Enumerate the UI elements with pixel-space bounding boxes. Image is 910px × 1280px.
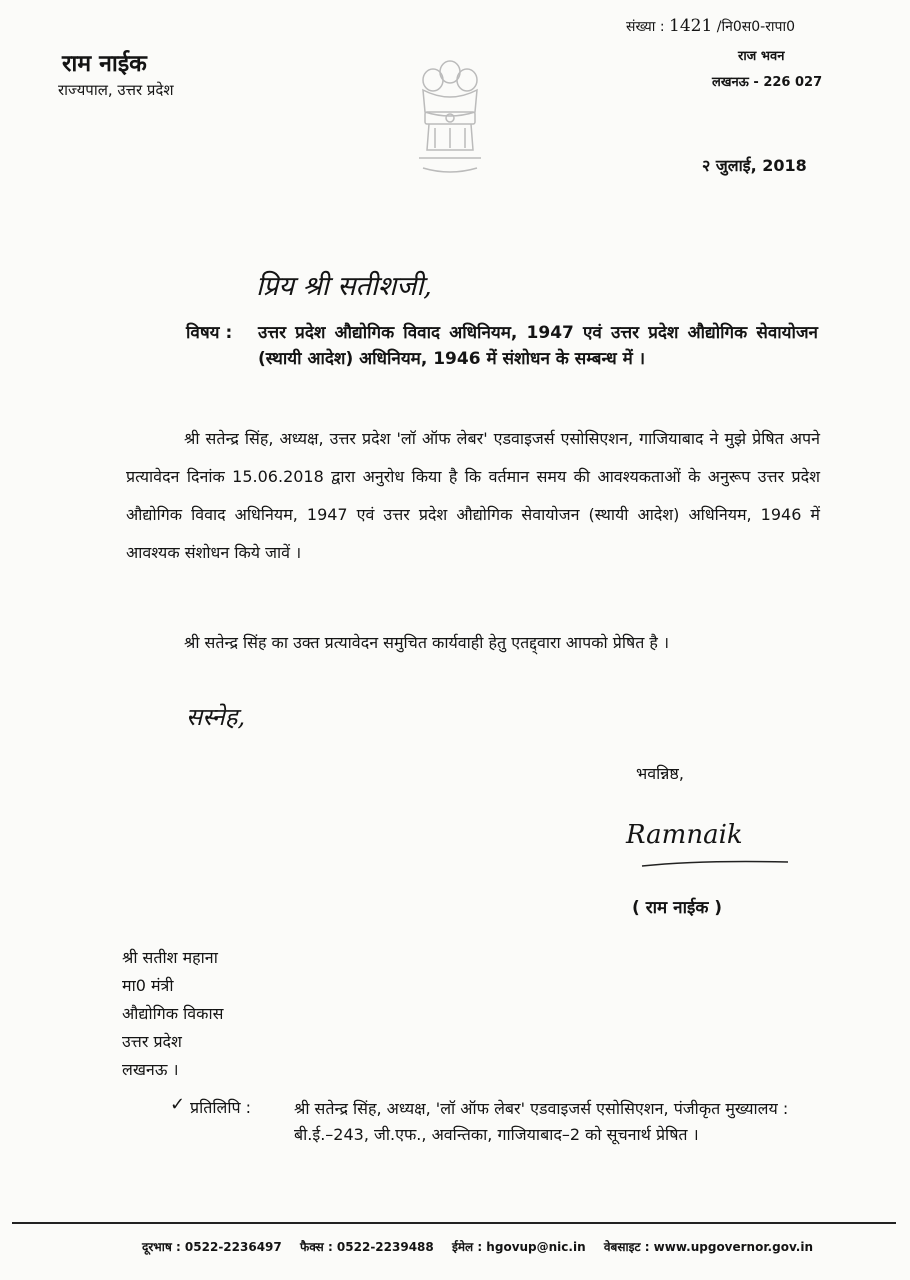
signatory-name: ( राम नाईक ): [632, 898, 723, 918]
reference-number: [626, 16, 795, 36]
office-name: राज भवन: [738, 49, 785, 64]
addressee-city: लखनऊ ।: [122, 1060, 179, 1079]
salutation: प्रिय श्री सतीशजी,: [256, 271, 432, 302]
addressee-block: [122, 944, 223, 1084]
addressee-designation: मा0 मंत्री: [122, 976, 174, 995]
office-city: लखनऊ - 226 027: [712, 75, 823, 90]
body-paragraph-1: श्री सतेन्द्र सिंह, अध्यक्ष, उत्तर प्रदेश 'लॉ ऑफ लेबर' एडवाइजर्स एसोसिएशन, गाजियाबाद ने मुझे प्रेषित अपने प्रत्यावेदन दिनांक 15.06.2018 द्वारा अनुरोध किया है कि वर्तमान समय की आवश्यकताओं के अनुरूप उत्तर प्रदेश औद्योगिक विवाद अधिनियम, 1947 एवं उत्तर प्रदेश औद्योगिक सेवायोजन (स्थायी आदेश) अधिनियम, 1946 में आवश्यक संशोधन किये जावें ।: [126, 429, 820, 562]
subject-label: विषय :: [186, 323, 233, 343]
copy-recipient-text: श्री सतेन्द्र सिंह, अध्यक्ष, 'लॉ ऑफ लेबर' एडवाइजर्स एसोसिएशन, पंजीकृत मुख्यालय : बी.ई.–243, जी.एफ., अवन्तिका, गाजियाबाद–2 को सूचनार्थ प्रेषित ।: [294, 1099, 789, 1144]
letter-date: २ जुलाई, 2018: [702, 156, 807, 175]
reference-label: संख्या :: [626, 19, 665, 35]
reference-code: /नि0स0-रापा0: [716, 19, 796, 35]
copy-label: प्रतिलिपि :: [190, 1098, 252, 1117]
footer-divider: [12, 1222, 896, 1224]
handwritten-signature: Ramnaik: [626, 820, 743, 850]
footer-fax: फैक्स : 0522-2239488: [299, 1240, 434, 1254]
footer-website: वेबसाइट : www.upgovernor.gov.in: [603, 1240, 814, 1254]
subject-text: उत्तर प्रदेश औद्योगिक विवाद अधिनियम, 1947 एवं उत्तर प्रदेश औद्योगिक सेवायोजन (स्थायी आदेश) अधिनियम, 1946 में संशोधन के सम्बन्ध में ।: [258, 323, 818, 369]
closing-phrase: भवन्निष्ठ,: [636, 764, 684, 783]
affection-greeting: सस्नेह,: [186, 703, 246, 731]
footer-contact: [142, 1238, 827, 1255]
addressee-department: औद्योगिक विकास: [122, 1004, 224, 1023]
reference-handwritten-number: 1421: [669, 16, 713, 36]
addressee-state: उत्तर प्रदेश: [122, 1032, 182, 1051]
footer-phone: दूरभाष : 0522-2236497: [142, 1240, 282, 1254]
body-paragraph-2: श्री सतेन्द्र सिंह का उक्त प्रत्यावेदन समुचित कार्यवाही हेतु एतद्द्वारा आपको प्रेषित है ।: [184, 633, 670, 652]
sender-name: राम नाईक: [62, 51, 147, 77]
national-emblem-icon: [405, 50, 495, 188]
check-mark-icon: ✓: [170, 1094, 186, 1115]
signature-underline: [640, 856, 790, 870]
addressee-name: श्री सतीश महाना: [122, 948, 218, 967]
sender-title: राज्यपाल, उत्तर प्रदेश: [58, 81, 174, 99]
footer-email: ईमेल : hgovup@nic.in: [451, 1240, 586, 1254]
